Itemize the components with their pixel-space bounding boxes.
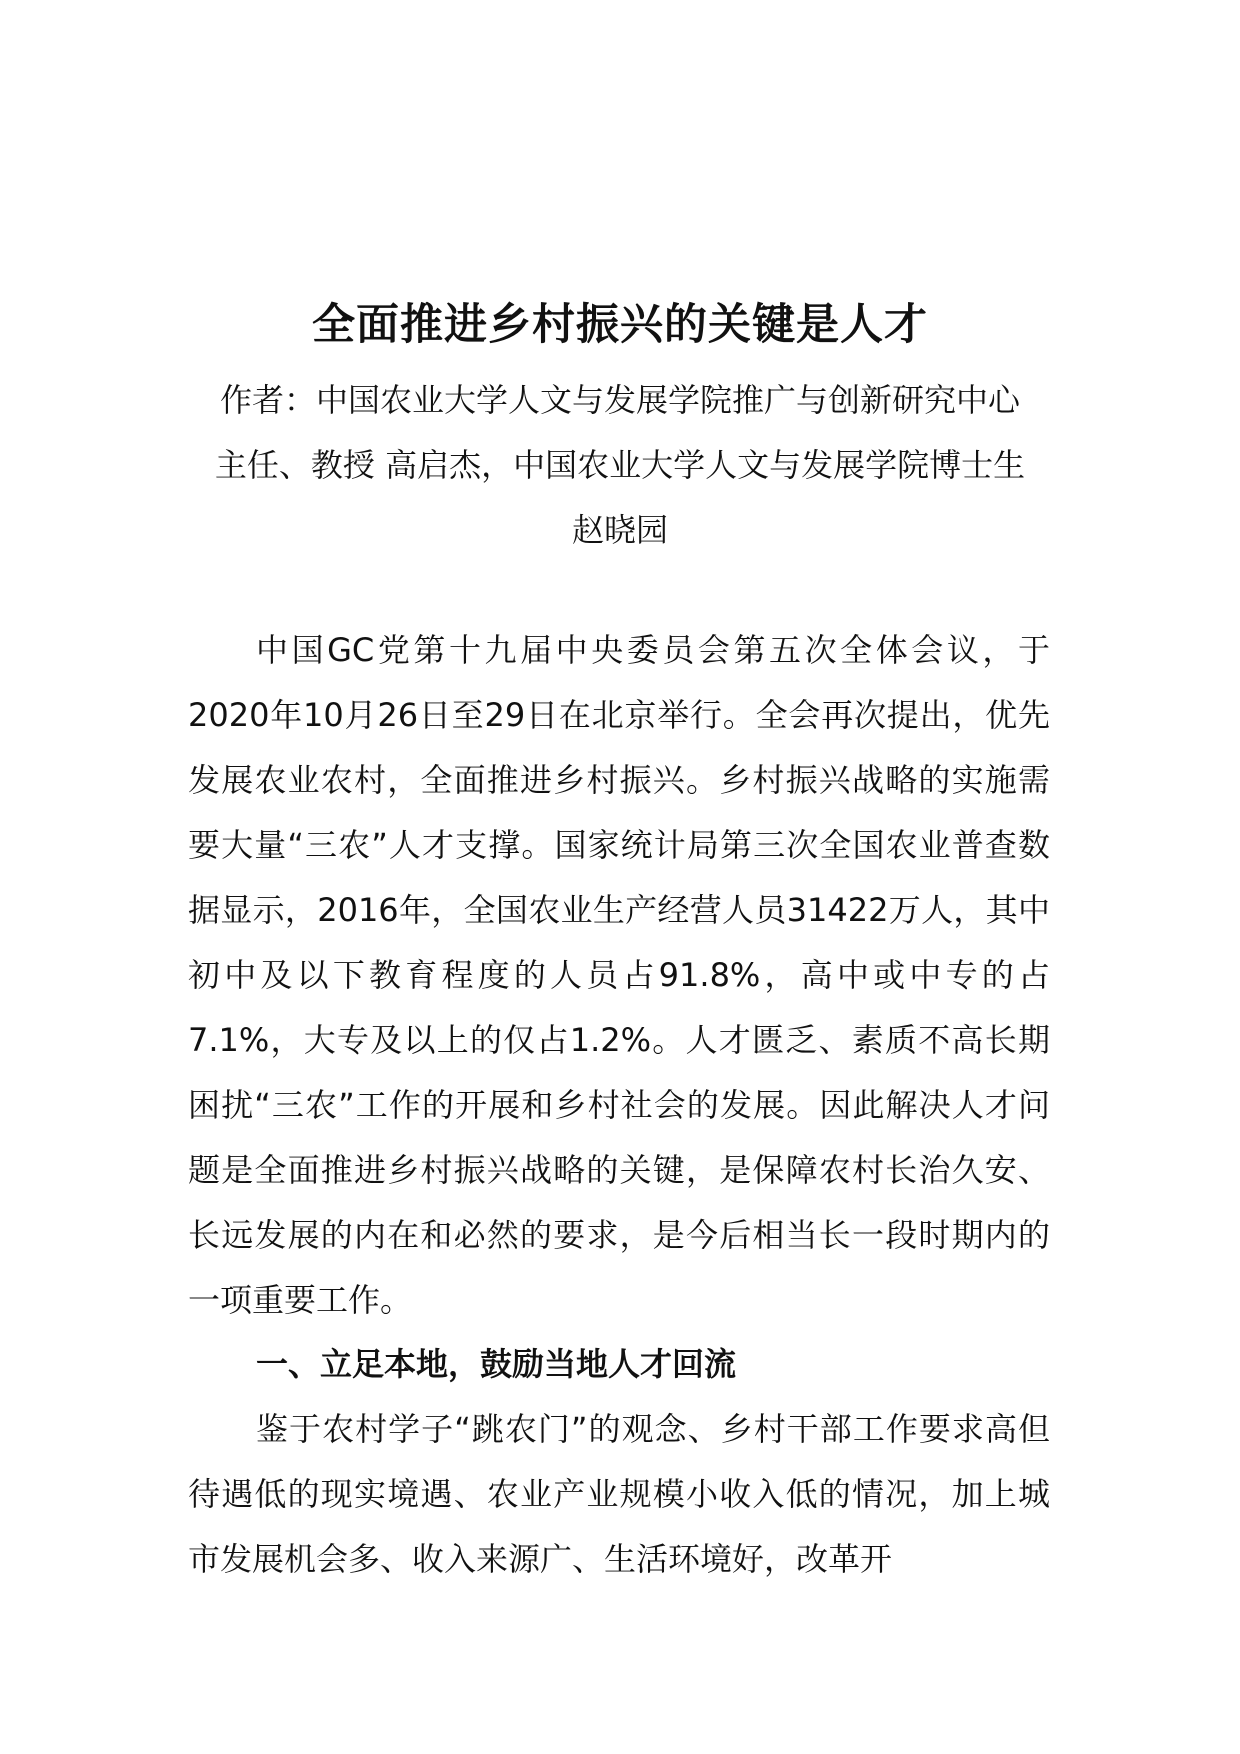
section-paragraph: 鉴于农村学子“跳农门”的观念、乡村干部工作要求高但待遇低的现实境遇、农业产业规模小收入低的情况，加上城市发展机会多、收入来源广、生活环境好，改革开 — [188, 1410, 1050, 1578]
byline-line-3: 赵晓园 — [571, 511, 668, 549]
article-title: 全面推进乡村振兴的关键是人才 — [312, 300, 928, 350]
author-byline — [170, 368, 1070, 563]
intro-paragraph: 中国GC党第十九届中央委员会第五次全体会议，于2020年10月26日至29日在北京举行。全会再次提出，优先发展农业农村，全面推进乡村振兴。乡村振兴战略的实施需要大量“三农”人才支撑。国家统计局第三次全国农业普查数据显示，2016年，全国农业生产经营人员31422万人，其中初中及以下教育程度的人员占91.8%，高中或中专的占7.1%，大专及以上的仅占1.2%。人才匮乏、素质不高长期困扰“三农”工作的开展和乡村社会的发展。因此解决人才问题是全面推进乡村振兴战略的关键，是保障农村长治久安、长远发展的内在和必然的要求，是今后相当长一段时期内的一项重要工作。 — [188, 631, 1050, 1319]
byline-line-2: 主任、教授 高启杰，中国农业大学人文与发展学院博士生 — [214, 446, 1026, 484]
byline-line-1: 作者：中国农业大学人文与发展学院推广与创新研究中心 — [219, 381, 1020, 419]
section-heading: 一、立足本地，鼓励当地人才回流 — [256, 1345, 737, 1383]
